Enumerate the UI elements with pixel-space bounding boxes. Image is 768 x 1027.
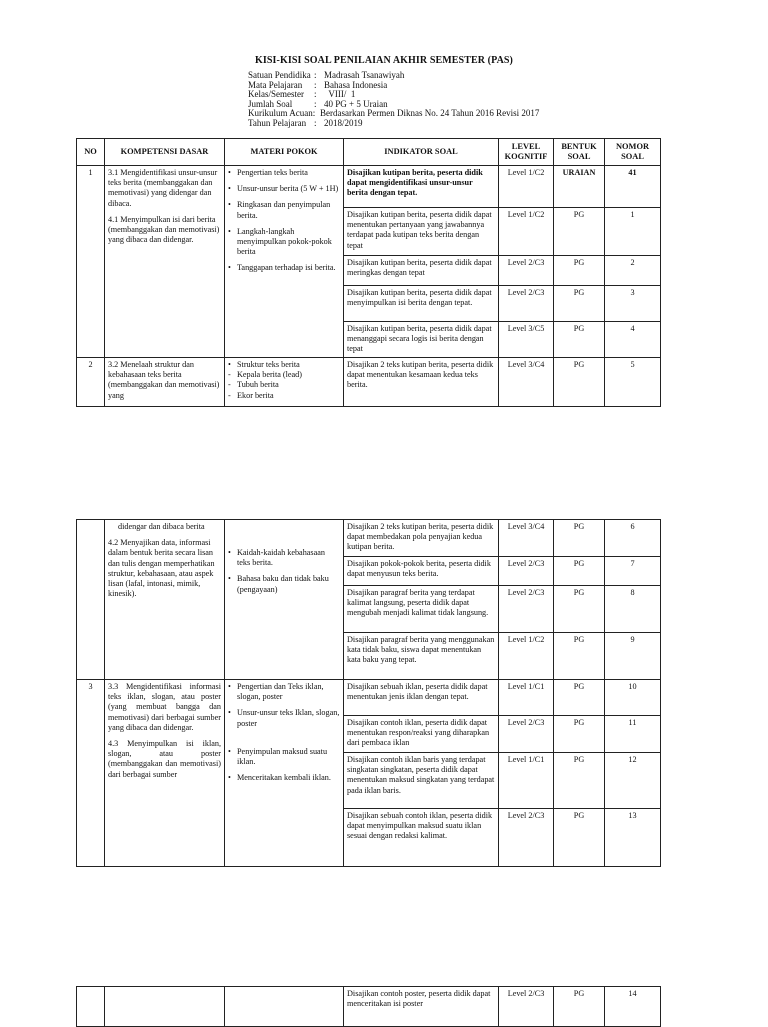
meta-value: 40 PG + 5 Uraian	[324, 98, 388, 109]
materi-item: • Tanggapan terhadap isi berita.	[228, 263, 340, 273]
cell-kompetensi-dasar: 3.2 Menelaah struktur dan kebahasaan teks berita (membanggakan dan memotivasi) yang	[105, 358, 225, 407]
cell-indikator: Disajikan kutipan berita, peserta didik dapat menentukan pertanyaan yang jawabannya terdapat pada kutipan teks berita dengan tepat	[344, 208, 499, 256]
cell-nomor: 14	[605, 987, 661, 1027]
meta-sep: :	[314, 70, 317, 80]
kisi-table-block-2	[76, 519, 661, 867]
cell-bentuk: PG	[554, 322, 605, 358]
cell-level: Level 1/C2	[499, 208, 554, 256]
cell-indikator: Disajikan kutipan berita, peserta didik dapat meringkas dengan tepat	[344, 256, 499, 286]
table-row	[77, 520, 661, 557]
kd-4-3: 4.3 Menyimpulkan isi iklan, slogan, atau poster (membanggakan dan memotivasi) dari berbagai sumber	[108, 739, 221, 779]
cell-indikator: Disajikan contoh iklan baris yang terdapat singkatan singkatan, peserta didik dapat menentukan maksud singkatan yang terdapat pada iklan baris.	[344, 753, 499, 809]
cell-bentuk: PG	[554, 358, 605, 407]
cell-kompetensi-dasar	[105, 680, 225, 867]
cell-bentuk: PG	[554, 716, 605, 753]
cell-materi-pokok	[225, 358, 344, 407]
cell-level: Level 2/C3	[499, 256, 554, 286]
cell-level: Level 2/C3	[499, 716, 554, 753]
meta-label: Jumlah Soal	[248, 98, 293, 109]
cell-indikator: Disajikan paragraf berita yang terdapat kalimat langsung, peserta didik dapat mengubah menjadi kalimat tidak langsung.	[344, 586, 499, 633]
meta-value: Madrasah Tsanawiyah	[324, 70, 405, 80]
meta-label: Satuan Pendidika	[248, 70, 311, 80]
cell-no	[77, 520, 105, 680]
cell-nomor: 41	[605, 166, 661, 208]
cell-level: Level 2/C3	[499, 557, 554, 586]
cell-bentuk: PG	[554, 208, 605, 256]
meta-label: Kelas/Semester	[248, 89, 304, 100]
meta-row-tahun	[248, 119, 539, 129]
cell-indikator: Disajikan 2 teks kutipan berita, peserta didik dapat menentukan kesamaan kedua teks berita.	[344, 358, 499, 407]
cell-indikator: Disajikan sebuah iklan, peserta didik dapat menentukan jenis iklan dengan tepat.	[344, 680, 499, 716]
cell-nomor: 10	[605, 680, 661, 716]
table-row	[77, 358, 661, 407]
cell-bentuk: PG	[554, 557, 605, 586]
cell-nomor: 3	[605, 286, 661, 322]
kd-4-2: 4.2 Menyajikan data, informasi dalam bentuk berita secara lisan dan tulis dengan memperhatikan struktur, kebahasaan, atau aspek lisan (lafal, intonasi, mimik, kinesik).	[108, 538, 215, 599]
cell-nomor: 7	[605, 557, 661, 586]
cell-indikator: Disajikan contoh iklan, peserta didik dapat menentukan respon/reaksi yang diharapkan dari pembaca iklan	[344, 716, 499, 753]
cell-level: Level 2/C3	[499, 987, 554, 1027]
header-bentuk-soal: BENTUK SOAL	[554, 139, 605, 166]
table-row	[77, 987, 661, 1027]
cell-no: 3	[77, 680, 105, 867]
header-kompetensi-dasar: KOMPETENSI DASAR	[105, 139, 225, 166]
cell-nomor: 11	[605, 716, 661, 753]
kisi-table-block-3	[76, 986, 661, 1027]
cell-level: Level 1/C1	[499, 680, 554, 716]
cell-level: Level 1/C2	[499, 166, 554, 208]
cell-bentuk: PG	[554, 586, 605, 633]
cell-indikator: Disajikan kutipan berita, peserta didik dapat menanggapi secara logis isi berita dengan tepat	[344, 322, 499, 358]
cell-no: 2	[77, 358, 105, 407]
cell-nomor: 4	[605, 322, 661, 358]
materi-subitem: - Ekor berita	[228, 391, 340, 401]
materi-item: • Pengertian teks berita	[228, 168, 340, 178]
cell-level: Level 1/C1	[499, 753, 554, 809]
meta-sep: :	[314, 89, 317, 100]
cell-level: Level 3/C4	[499, 358, 554, 407]
meta-value: 2018/2019	[324, 117, 363, 128]
meta-sep: :	[314, 117, 317, 128]
cell-nomor: 13	[605, 809, 661, 867]
cell-materi-pokok	[225, 166, 344, 358]
table-header-row	[77, 139, 661, 166]
cell-bentuk: PG	[554, 753, 605, 809]
materi-item: • Pengertian dan Teks iklan, slogan, poster	[228, 682, 340, 702]
materi-item: • Langkah-langkah menyimpulkan pokok-pokok berita	[228, 227, 340, 258]
header-level-kognitif: LEVEL KOGNITIF	[499, 139, 554, 166]
meta-label: Tahun Pelajaran	[248, 117, 307, 128]
cell-bentuk: PG	[554, 987, 605, 1027]
document-meta	[248, 71, 539, 129]
cell-materi-pokok	[225, 680, 344, 867]
document-title: KISI-KISI SOAL PENILAIAN AKHIR SEMESTER (PAS)	[255, 55, 513, 66]
materi-subitem: - Kepala berita (lead)	[228, 370, 340, 380]
materi-item: • Unsur-unsur teks Iklan, slogan, poster	[228, 708, 340, 728]
cell-bentuk: URAIAN	[554, 166, 605, 208]
kd-continuation-text: didengar dan dibaca berita	[118, 522, 205, 531]
cell-level: Level 1/C2	[499, 633, 554, 680]
materi-item: • Ringkasan dan penyimpulan berita.	[228, 200, 340, 220]
kd-3-1: 3.1 Mengidentifikasi unsur-unsur teks berita (membanggakan dan memotivasi) yang didengar dan dibaca.	[108, 168, 218, 208]
cell-level: Level 3/C5	[499, 322, 554, 358]
cell-level: Level 3/C4	[499, 520, 554, 557]
header-materi-pokok: MATERI POKOK	[225, 139, 344, 166]
cell-indikator: Disajikan kutipan berita, peserta didik dapat mengidentifikasi unsur-unsur berita dengan tepat.	[344, 166, 499, 208]
cell-nomor: 2	[605, 256, 661, 286]
cell-bentuk: PG	[554, 256, 605, 286]
cell-no	[77, 987, 105, 1027]
header-no: NO	[77, 139, 105, 166]
meta-label: Mata Pelajaran	[248, 79, 303, 90]
materi-item: • Unsur-unsur berita (5 W + 1H)	[228, 184, 340, 194]
cell-kompetensi-dasar	[105, 166, 225, 358]
kd-4-1: 4.1 Menyimpulkan isi dari berita (membanggakan dan memotivasi) yang dibaca dan didengar.	[108, 214, 220, 245]
materi-item: • Bahasa baku dan tidak baku (pengayaan)	[228, 574, 340, 594]
cell-nomor: 1	[605, 208, 661, 256]
cell-level: Level 2/C3	[499, 809, 554, 867]
cell-bentuk: PG	[554, 633, 605, 680]
materi-item: • Penyimpulan maksud suatu iklan.	[228, 747, 340, 767]
cell-no: 1	[77, 166, 105, 358]
kd-continuation	[108, 522, 221, 532]
header-indikator-soal: INDIKATOR SOAL	[344, 139, 499, 166]
cell-level: Level 2/C3	[499, 586, 554, 633]
meta-value: Berdasarkan Permen Diknas No. 24 Tahun 2016 Revisi 2017	[320, 108, 540, 119]
cell-nomor: 6	[605, 520, 661, 557]
cell-materi-pokok	[225, 987, 344, 1027]
cell-indikator: Disajikan sebuah contoh iklan, peserta didik dapat menyimpulkan maksud suatu iklan sesuai dengan redaksi kalimat.	[344, 809, 499, 867]
cell-level: Level 2/C3	[499, 286, 554, 322]
meta-label: Kurikulum Acuan:	[248, 108, 316, 119]
materi-item: • Kaidah-kaidah kebahasaan teks berita.	[228, 548, 340, 568]
cell-bentuk: PG	[554, 520, 605, 557]
materi-item: • Menceritakan kembali iklan.	[228, 773, 340, 783]
cell-bentuk: PG	[554, 286, 605, 322]
header-nomor-soal: NOMOR SOAL	[605, 139, 661, 166]
meta-value: Bahasa Indonesia	[324, 79, 388, 90]
meta-sep: :	[314, 98, 317, 109]
cell-indikator: Disajikan contoh poster, peserta didik dapat menceritakan isi poster	[344, 987, 499, 1027]
cell-indikator: Disajikan paragraf berita yang menggunakan kata tidak baku, siswa dapat menentukan kata baku yang tepat.	[344, 633, 499, 680]
kd-3-3: 3.3 Mengidentifikasi informasi teks iklan, slogan, atau poster (yang membuat bangga dan memotivasi) dari berbagai sumber yang dibaca dan didengar.	[108, 682, 221, 732]
cell-kompetensi-dasar	[105, 987, 225, 1027]
cell-bentuk: PG	[554, 680, 605, 716]
table-row	[77, 166, 661, 208]
table-row	[77, 680, 661, 716]
meta-value: VIII/ 1	[324, 89, 356, 100]
cell-nomor: 9	[605, 633, 661, 680]
cell-indikator: Disajikan 2 teks kutipan berita, peserta didik dapat membedakan pola penyajian kedua kutipan berita.	[344, 520, 499, 557]
cell-indikator: Disajikan pokok-pokok berita, peserta didik dapat menyusun teks berita.	[344, 557, 499, 586]
cell-materi-pokok	[225, 520, 344, 680]
cell-nomor: 12	[605, 753, 661, 809]
cell-nomor: 5	[605, 358, 661, 407]
cell-indikator: Disajikan kutipan berita, peserta didik dapat menyimpulkan isi berita dengan tepat.	[344, 286, 499, 322]
cell-nomor: 8	[605, 586, 661, 633]
materi-item: • Struktur teks berita	[228, 360, 340, 370]
materi-subitem: - Tubuh berita	[228, 380, 340, 390]
kisi-table-block-1	[76, 138, 661, 407]
meta-sep: :	[314, 79, 317, 90]
cell-bentuk: PG	[554, 809, 605, 867]
cell-kompetensi-dasar	[105, 520, 225, 680]
